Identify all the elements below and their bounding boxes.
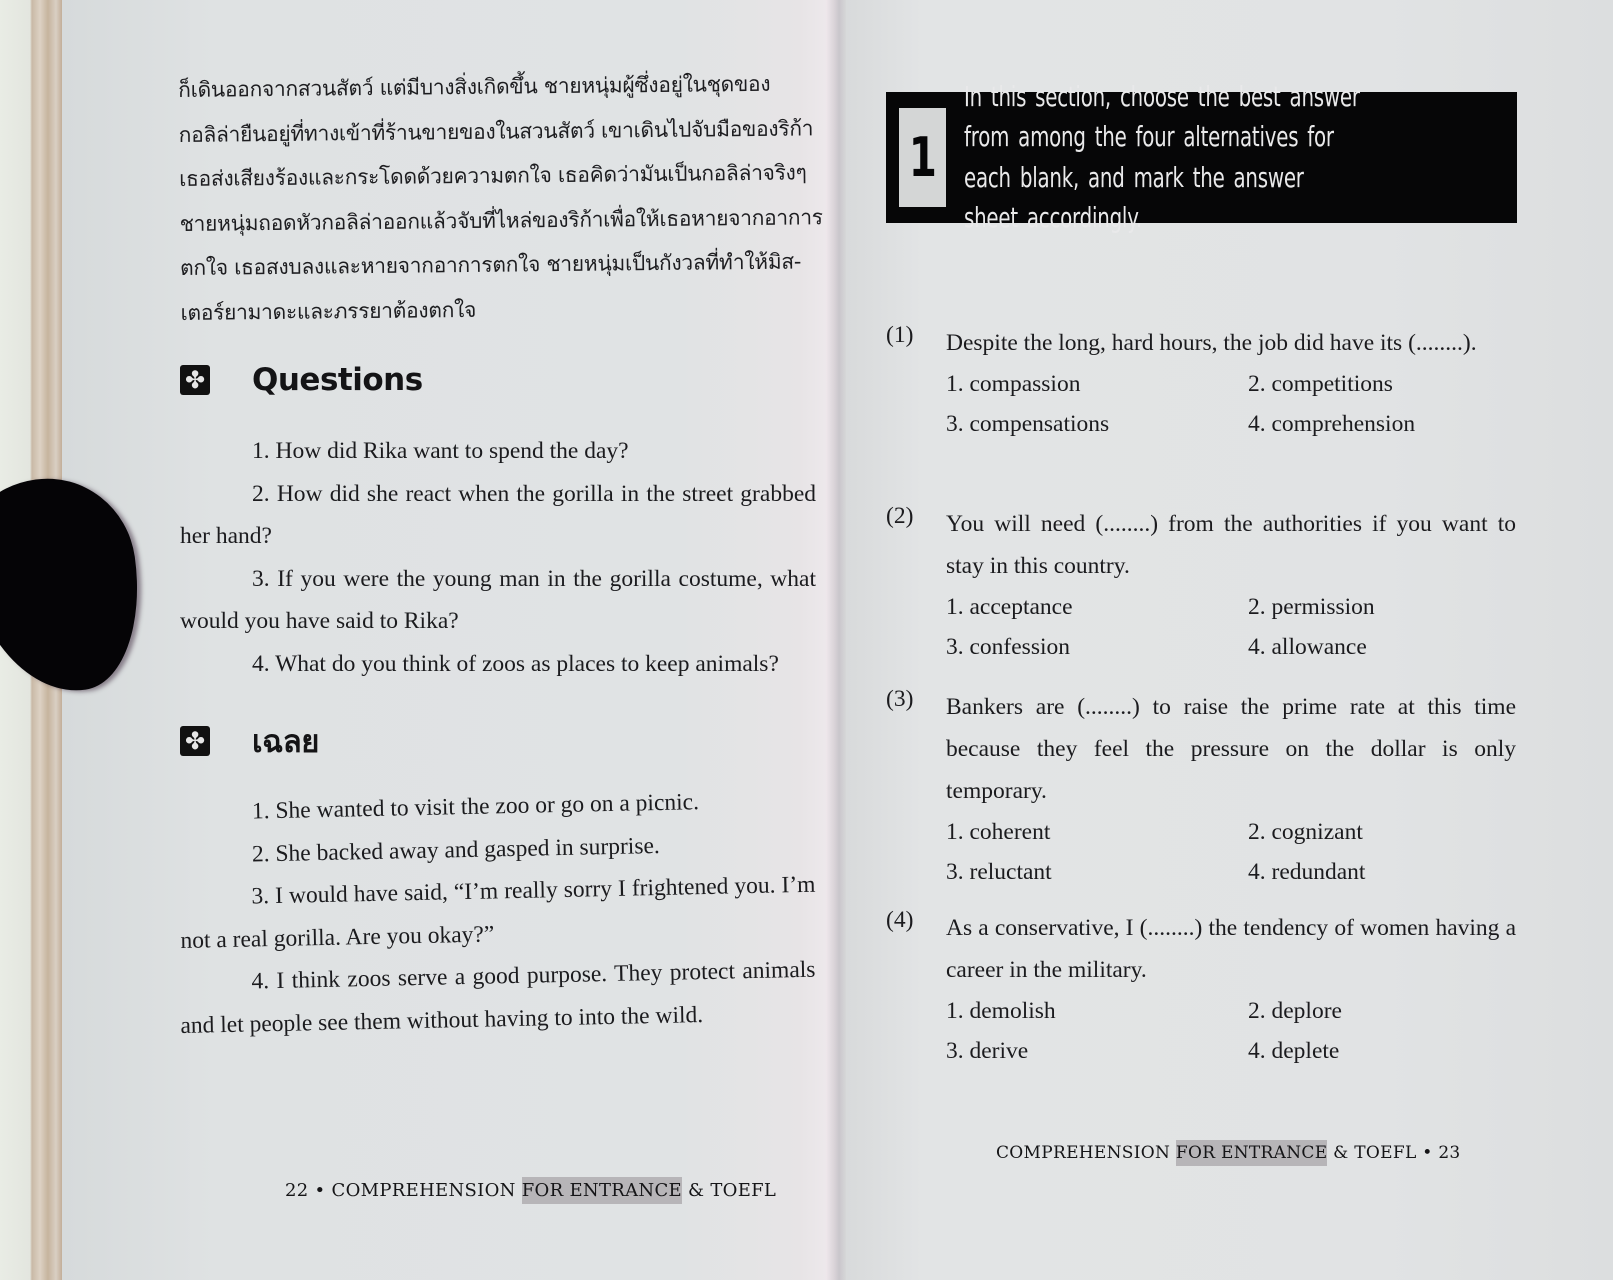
thai-line: ก็เดินออกจากสวนสัตว์ แต่มีบางสิ่งเกิดขึ้น ชายหนุ่มผู้ซึ่งอยู่ในชุดของ xyxy=(178,71,771,102)
option: 1. coherent xyxy=(946,819,1051,845)
page-number: 23 xyxy=(1438,1143,1461,1163)
answers-title: เฉลย xyxy=(252,724,319,760)
ornament-icon: ✤ xyxy=(180,365,210,395)
answer-item: 3. I would have said, “I’m really sorry I frightened you. I’m not a real gorilla. Are you okay?” xyxy=(180,871,816,954)
option: 4. deplete xyxy=(1248,1038,1340,1064)
thai-line: กอลิล่ายืนอยู่ที่ทางเข้าที่ร้านขายของในสวนสัตว์ เขาเดินไปจับมือของริก้า xyxy=(178,115,814,147)
answer-options xyxy=(946,812,1516,892)
page-number: 22 xyxy=(285,1180,309,1201)
footer-title-part: & TOEFL xyxy=(1327,1143,1417,1163)
thai-story-paragraph xyxy=(178,61,821,335)
question-number: (4) xyxy=(886,907,914,933)
option: 2. deplore xyxy=(1248,998,1342,1024)
footer-separator: • xyxy=(314,1180,326,1201)
section-instruction-box xyxy=(886,80,1517,234)
question-item: 4. What do you think of zoos as places to keep animals? xyxy=(252,650,779,677)
answer-options xyxy=(946,587,1516,667)
questions-title: Questions xyxy=(252,362,423,398)
option: 2. competitions xyxy=(1248,371,1393,397)
question-item: 1. How did Rika want to spend the day? xyxy=(252,438,629,464)
option: 3. confession xyxy=(946,634,1071,660)
thai-line: เตอร์ยามาดะและภรรยาต้องตกใจ xyxy=(180,297,477,325)
footer-title-part: COMPREHENSION xyxy=(996,1143,1176,1163)
question-stem: You will need (........) from the authorities if you want to stay in this country. xyxy=(946,511,1516,579)
question-item: 2. How did she react when the gorilla in the street grabbed her hand? xyxy=(180,480,816,549)
right-page-footer xyxy=(996,1143,1461,1163)
section-number: 1 xyxy=(908,126,937,189)
question-number: (2) xyxy=(886,503,914,529)
questions-list xyxy=(180,430,816,685)
thai-line: ตกใจ เธอสงบลงและหายจากอาการตกใจ ชายหนุ่มเป็นกังวลที่ทำให้มิส- xyxy=(179,249,802,280)
footer-title-part: & TOEFL xyxy=(681,1180,777,1201)
ornament-icon: ✤ xyxy=(180,726,210,756)
thai-line: เธอส่งเสียงร้องและกระโดดด้วยความตกใจ เธอคิดว่ามันเป็นกอลิล่าจริงๆ xyxy=(179,160,807,191)
question-stem: Despite the long, hard hours, the job did have its (........). xyxy=(946,330,1477,356)
footer-title-shaded: FOR ENTRANCE xyxy=(1176,1140,1328,1166)
question-item: 3. If you were the young man in the gorilla costume, what would you have said to Rika? xyxy=(180,565,816,634)
option: 2. permission xyxy=(1248,594,1375,620)
footer-title-shaded: FOR ENTRANCE xyxy=(522,1177,682,1204)
left-page-footer xyxy=(285,1180,776,1201)
answers-heading xyxy=(180,716,319,766)
option: 1. acceptance xyxy=(946,594,1073,620)
questions-heading xyxy=(180,362,423,398)
answer-item: 4. I think zoos serve a good purpose. They protect animals and let people see them without having to into the wild. xyxy=(180,956,816,1039)
question-number: (3) xyxy=(886,686,914,712)
answer-options xyxy=(946,364,1516,444)
answers-list xyxy=(180,789,816,1047)
question-stem: Bankers are (........) to raise the prime rate at this time because they feel the pressure on the dollar is only temporary. xyxy=(946,694,1516,804)
option: 1. compassion xyxy=(946,371,1081,397)
option: 3. compensations xyxy=(946,411,1110,437)
answer-item: 1. She wanted to visit the zoo or go on a picnic. xyxy=(251,789,700,825)
option: 1. demolish xyxy=(946,998,1056,1024)
answer-options xyxy=(946,991,1516,1071)
footer-separator: • xyxy=(1422,1143,1433,1163)
question-number: (1) xyxy=(886,322,914,348)
option: 4. allowance xyxy=(1248,634,1367,660)
option: 4. redundant xyxy=(1248,859,1366,885)
book-spine xyxy=(826,0,848,1280)
thai-line: ชายหนุ่มถอดหัวกอลิล่าออกแล้วจับที่ไหล่ของริก้าเพื่อให้เธอหายจากอาการ xyxy=(179,204,823,236)
option: 4. comprehension xyxy=(1248,411,1416,437)
footer-title-part: COMPREHENSION xyxy=(331,1180,522,1201)
mcq-item-3 xyxy=(886,686,1516,892)
option: 3. reluctant xyxy=(946,859,1052,885)
answer-item: 2. She backed away and gasped in surprise. xyxy=(251,832,661,867)
question-stem: As a conservative, I (........) the tendency of women having a career in the military. xyxy=(946,915,1516,983)
section-number-badge xyxy=(899,108,946,207)
section-instructions: In this section, choose the best answer from among the four alternatives for each blank, and mark the answer sheet accordingly. xyxy=(963,80,1360,234)
mcq-item-4 xyxy=(886,907,1516,1071)
option: 2. cognizant xyxy=(1248,819,1363,845)
mcq-item-1 xyxy=(886,322,1516,444)
mcq-item-2 xyxy=(886,503,1516,667)
option: 3. derive xyxy=(946,1038,1029,1064)
